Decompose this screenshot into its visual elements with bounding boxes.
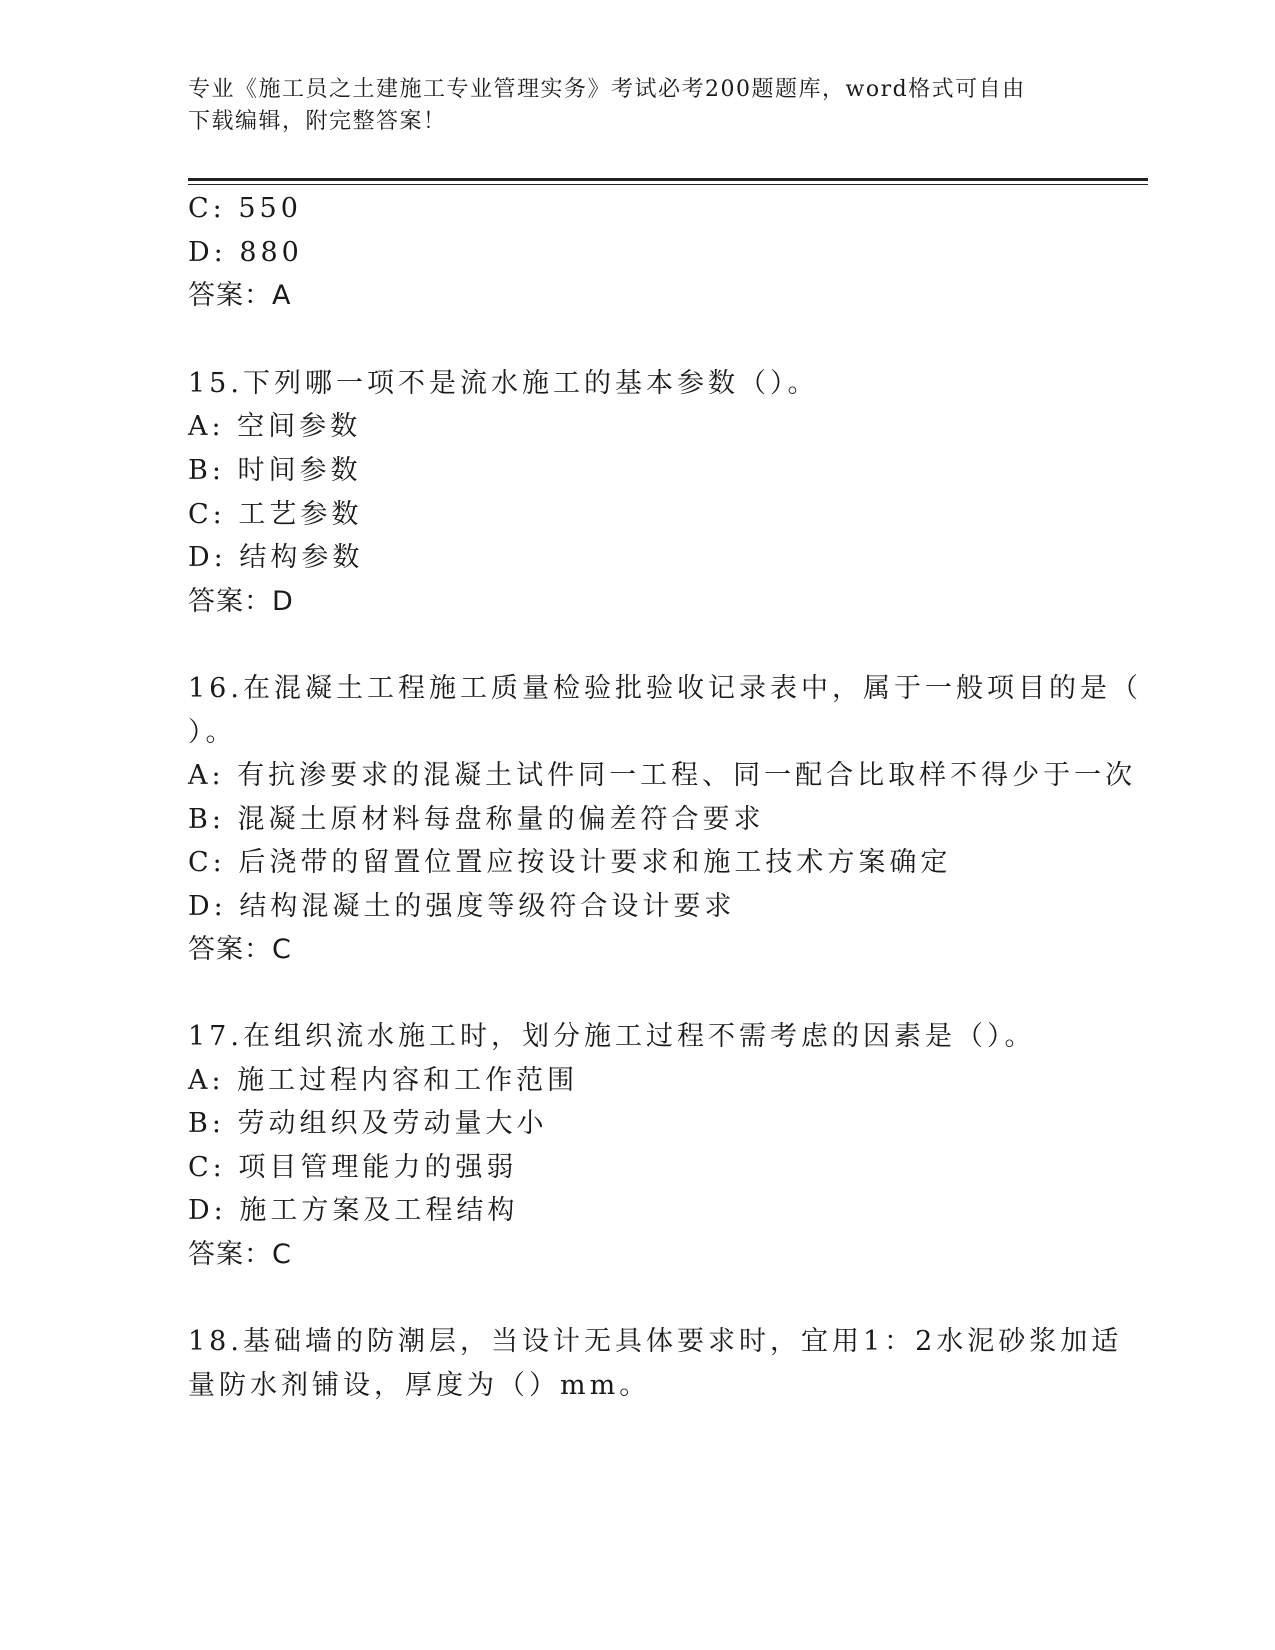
q14-option-d: D: 880 <box>188 237 303 268</box>
q17-answer: 答案：C <box>188 1239 292 1270</box>
q16-option-b: B: 混凝土原材料每盘称量的偏差符合要求 <box>188 804 765 835</box>
q16-stem-line-2: ）。 <box>188 717 237 748</box>
q15-option-d: D: 结构参数 <box>188 542 364 573</box>
q17-option-d: D: 施工方案及工程结构 <box>188 1195 519 1226</box>
q17-option-b: B: 劳动组织及劳动量大小 <box>188 1108 548 1139</box>
q15-option-a: A: 空间参数 <box>188 411 362 442</box>
q17-stem: 17.在组织流水施工时，划分施工过程不需考虑的因素是（）。 <box>188 1021 1036 1052</box>
q14-answer: 答案：A <box>188 280 292 311</box>
q15-stem: 15.下列哪一项不是流水施工的基本参数（）。 <box>188 368 819 399</box>
q16-stem-line-1: 16.在混凝土工程施工质量检验批验收记录表中，属于一般项目的是（ <box>188 673 1142 704</box>
q17-option-c: C: 项目管理能力的强弱 <box>188 1152 518 1183</box>
document-header <box>188 74 1088 138</box>
header-line-2: 下载编辑，附完整答案！ <box>188 109 447 134</box>
q15-option-b: B: 时间参数 <box>188 455 362 486</box>
q16-option-c: C: 后浇带的留置位置应按设计要求和施工技术方案确定 <box>188 847 952 878</box>
q18-stem-line-2: 量防水剂铺设，厚度为（）mm。 <box>188 1370 651 1401</box>
q15-option-c: C: 工艺参数 <box>188 499 363 530</box>
q15-answer: 答案：D <box>188 586 294 617</box>
header-divider-thin <box>188 184 1148 185</box>
header-divider-thick <box>188 178 1148 181</box>
header-line-1: 专业《施工员之土建施工专业管理实务》考试必考200题题库，word格式可自由 <box>188 77 1026 102</box>
q16-option-d: D: 结构混凝土的强度等级符合设计要求 <box>188 891 736 922</box>
q14-option-c: C: 550 <box>188 193 302 224</box>
q16-option-a: A: 有抗渗要求的混凝土试件同一工程、同一配合比取样不得少于一次 <box>188 760 1137 791</box>
q18-stem-line-1: 18.基础墙的防潮层，当设计无具体要求时，宜用1：2水泥砂浆加适 <box>188 1326 1123 1357</box>
q17-option-a: A: 施工过程内容和工作范围 <box>188 1065 579 1096</box>
q16-answer: 答案：C <box>188 934 292 965</box>
